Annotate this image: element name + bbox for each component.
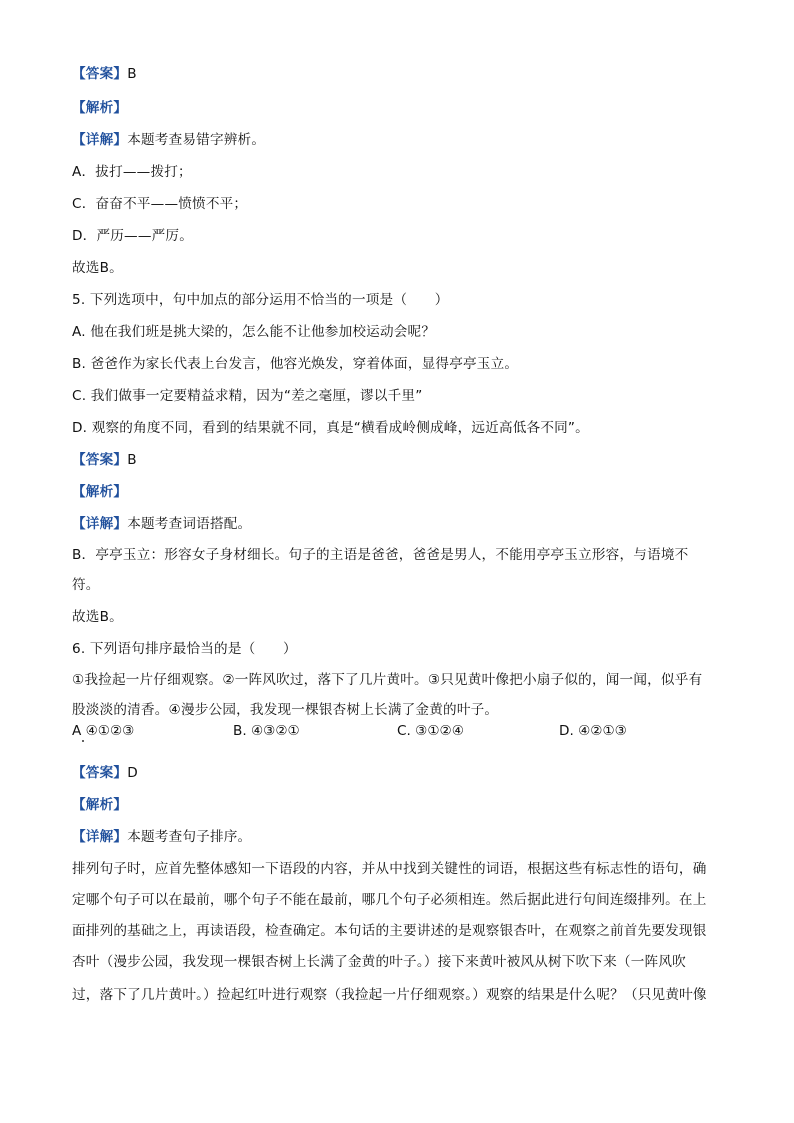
- q5-option-b: B. 爸爸作为家长代表上台发言，他容光焕发，穿着体面，显得亭亭玉立。: [72, 356, 519, 372]
- q5-option-c: C. 我们做事一定要精益求精，因为“差之毫厘，谬以千里”: [72, 388, 423, 404]
- analysis-tag: 【解析】: [72, 484, 128, 500]
- q5-option-d: D. 观察的角度不同，看到的结果就不同，真是“横看成岭侧成峰，远近高低各不同”。: [72, 420, 589, 436]
- answer-tag: 【答案】: [72, 765, 128, 781]
- q6-options-row: [72, 721, 732, 741]
- answer-value: B: [127, 452, 137, 468]
- detail-text: 本题考查易错字辨析。: [127, 132, 266, 148]
- detail-tag: 【详解】: [72, 132, 128, 148]
- answer-tag: 【答案】: [72, 452, 128, 468]
- analysis-tag: 【解析】: [72, 100, 128, 116]
- q4-explain-d: D．严历——严厉。: [72, 228, 194, 244]
- q6-stem: 6. 下列语句排序最恰当的是（ ）: [72, 641, 297, 657]
- q6-passage-line-2: 股淡淡的清香。④漫步公园，我发现一棵银杏树上长满了金黄的叶子。: [72, 702, 499, 718]
- answer-value: D: [127, 765, 138, 781]
- detail-text: 本题考查句子排序。: [127, 829, 252, 845]
- detail-text: 本题考查词语搭配。: [127, 516, 252, 532]
- q4-answer-line: [72, 64, 137, 84]
- q5-explain-line-1: B．亭亭玉立：形容女子身材细长。句子的主语是爸爸，爸爸是男人，不能用亭亭玉立形容，与语境不: [72, 547, 689, 563]
- answer-tag: 【答案】: [72, 66, 128, 82]
- option-a-dot-mark: [82, 740, 84, 742]
- q4-explain-c: C．奋奋不平——愤愤不平；: [72, 196, 248, 212]
- answer-value: B: [127, 66, 137, 82]
- detail-tag: 【详解】: [72, 516, 128, 532]
- q6-explain-line-4: 杏叶（漫步公园，我发现一棵银杏树上长满了金黄的叶子。）接下来黄叶被风从树下吹下来（一阵风吹: [72, 954, 686, 970]
- q5-stem: 5. 下列选项中，句中加点的部分运用不恰当的一项是（ ）: [72, 292, 449, 308]
- q4-explain-a: A．拔打——拨打；: [72, 164, 192, 180]
- q4-analysis-line: [72, 98, 127, 118]
- q6-option-d: D. ④②①③: [559, 723, 627, 739]
- q5-explain-line-2: 符。: [72, 577, 100, 593]
- q6-option-a: A ④①②③: [72, 723, 135, 739]
- q4-conclusion: 故选B。: [72, 260, 123, 276]
- q4-detail-line: [72, 130, 265, 150]
- q6-explain-line-2: 定哪个句子可以在最前，哪个句子不能在最前，哪几个句子必须相连。然后据此进行句间连缀排列。在上: [72, 892, 707, 908]
- q6-passage-line-1: ①我捡起一片仔细观察。②一阵风吹过，落下了几片黄叶。③只见黄叶像把小扇子似的，闻一闻，似乎有: [72, 672, 703, 688]
- q6-explain-line-3: 面排列的基础之上，再读语段，检查确定。本句话的主要讲述的是观察银杏叶，在观察之前首先要发现银: [72, 923, 707, 939]
- q6-answer-line: [72, 763, 138, 783]
- q6-analysis-line: [72, 795, 127, 815]
- q6-option-c: C. ③①②④: [397, 723, 464, 739]
- q5-conclusion: 故选B。: [72, 609, 123, 625]
- q6-detail-line: [72, 827, 251, 847]
- q5-detail-line: [72, 514, 251, 534]
- analysis-tag: 【解析】: [72, 797, 128, 813]
- q6-option-b: B. ④③②①: [233, 723, 300, 739]
- q6-explain-line-5: 过，落下了几片黄叶。）捡起红叶进行观察（我捡起一片仔细观察。）观察的结果是什么呢？（只见黄叶像: [72, 987, 707, 1003]
- detail-tag: 【详解】: [72, 829, 128, 845]
- q5-analysis-line: [72, 482, 127, 502]
- q5-answer-line: [72, 450, 137, 470]
- q5-option-a: A. 他在我们班是挑大梁的，怎么能不让他参加校运动会呢？: [72, 324, 436, 340]
- q6-explain-line-1: 排列句子时，应首先整体感知一下语段的内容，并从中找到关键性的词语，根据这些有标志性的语句，确: [72, 861, 707, 877]
